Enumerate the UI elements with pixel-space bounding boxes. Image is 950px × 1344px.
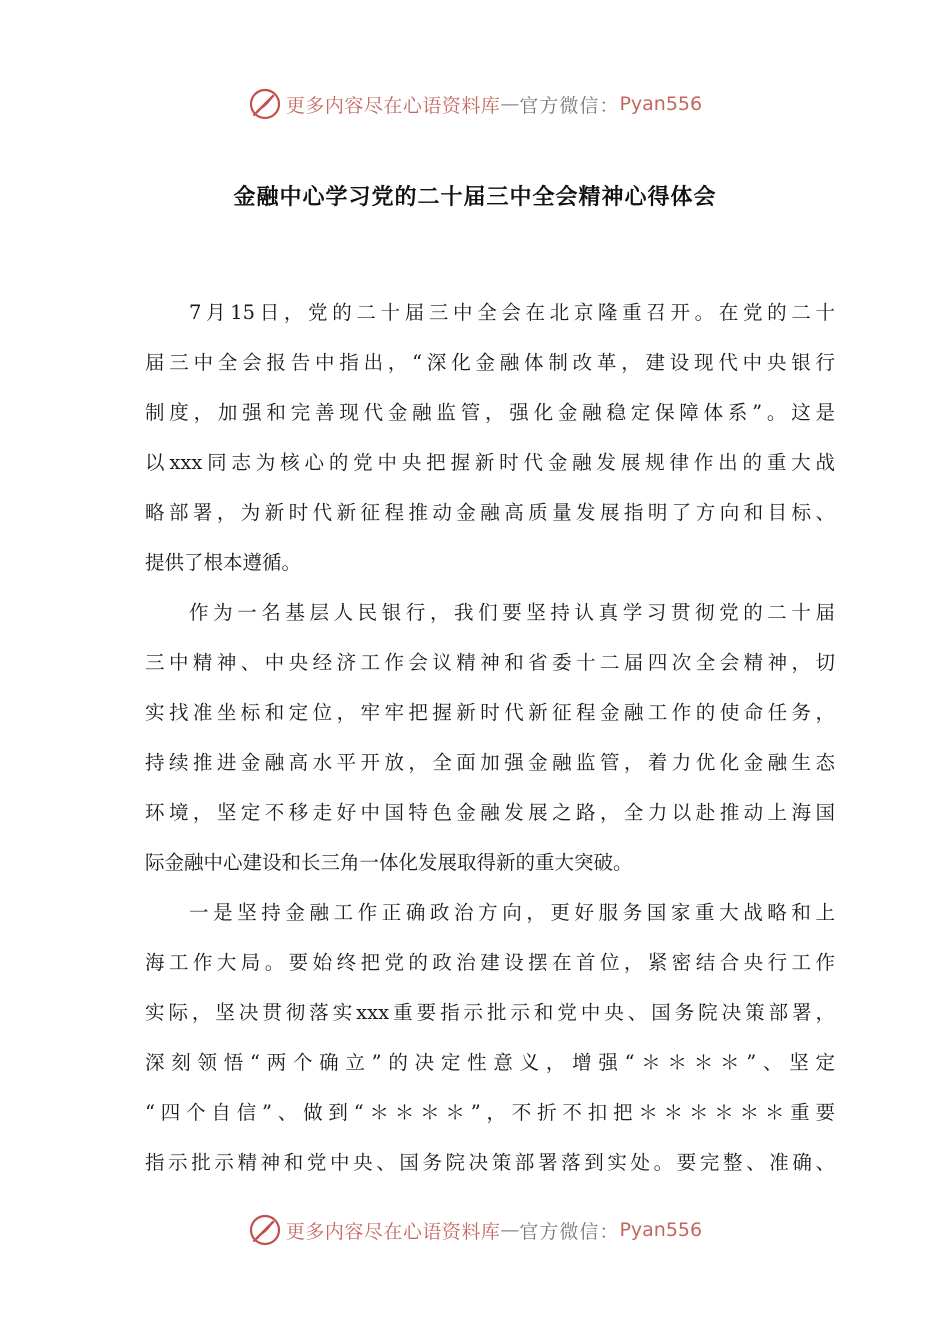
text-line: 际金融中心建设和长三角一体化发展取得新的重大突破。	[145, 851, 633, 874]
banner-dash: —	[500, 93, 520, 115]
quill-logo-icon	[248, 1213, 282, 1247]
brand-text: 更多内容尽在心语资料库	[285, 94, 501, 117]
text-line: 制度，加强和完善现代金融监管，强化金融稳定保障体系”。这是	[145, 401, 835, 424]
text-line: 以xxx同志为核心的党中央把握新时代金融发展规律作出的重大战	[145, 451, 835, 474]
wechat-id: Pyan556	[619, 93, 703, 115]
text-line: 指示批示精神和党中央、国务院决策部署落到实处。要完整、准确、	[145, 1151, 835, 1174]
text-line: 深刻领悟“两个确立”的决定性意义，增强“＊＊＊＊”、坚定	[145, 1051, 835, 1074]
text-line: 届三中全会报告中指出，“深化金融体制改革，建设现代中央银行	[145, 351, 835, 374]
banner-dash: —	[500, 1219, 520, 1241]
wechat-label: 官方微信：	[519, 94, 620, 117]
text-line: “四个自信”、做到“＊＊＊＊”，不折不扣把＊＊＊＊＊＊重要	[145, 1101, 835, 1124]
text-line: 略部署，为新时代新征程推动金融高质量发展指明了方向和目标、	[145, 501, 835, 524]
quill-logo-icon	[248, 87, 282, 121]
text-line: 环境，坚定不移走好中国特色金融发展之路，全力以赴推动上海国	[145, 801, 835, 824]
text-line: 海工作大局。要始终把党的政治建设摆在首位，紧密结合央行工作	[145, 951, 835, 974]
document-title: 金融中心学习党的二十届三中全会精神心得体会	[233, 185, 717, 210]
text-line: 提供了根本遵循。	[145, 551, 302, 574]
text-line: 作为一名基层人民银行，我们要坚持认真学习贯彻党的二十届	[189, 601, 835, 624]
text-line: 一是坚持金融工作正确政治方向，更好服务国家重大战略和上	[189, 901, 835, 924]
text-line: 持续推进金融高水平开放，全面加强金融监管，着力优化金融生态	[145, 751, 835, 774]
brand-text: 更多内容尽在心语资料库	[285, 1220, 501, 1243]
header-banner	[0, 84, 950, 124]
text-line: 7月15日，党的二十届三中全会在北京隆重召开。在党的二十	[189, 301, 835, 324]
wechat-id: Pyan556	[619, 1219, 703, 1241]
text-line: 实找准坐标和定位，牢牢把握新时代新征程金融工作的使命任务，	[145, 701, 835, 724]
document-body	[145, 288, 835, 1188]
text-line: 实际，坚决贯彻落实xxx重要指示批示和党中央、国务院决策部署，	[145, 1001, 835, 1024]
wechat-label: 官方微信：	[519, 1220, 620, 1243]
text-line: 三中精神、中央经济工作会议精神和省委十二届四次全会精神，切	[145, 651, 835, 674]
footer-banner	[0, 1210, 950, 1250]
